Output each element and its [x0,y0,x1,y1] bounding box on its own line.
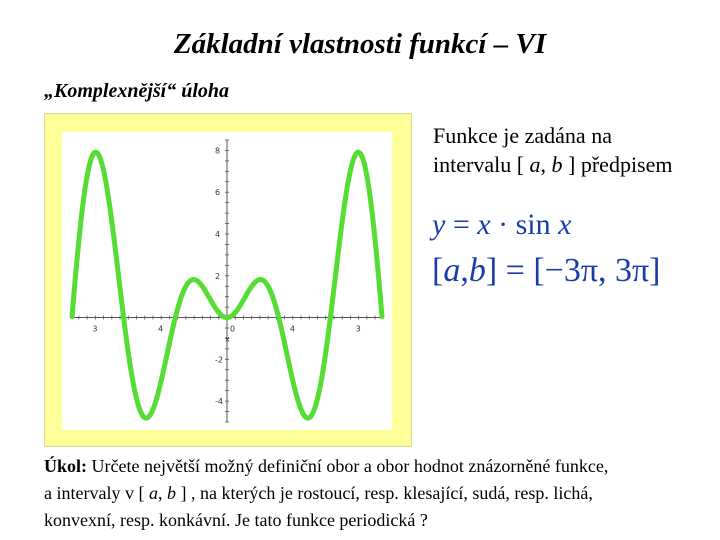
page-title: Základní vlastnosti funkcí – VI [173,28,547,60]
x-tick-label: 4 [158,324,164,334]
x-axis-label: x [225,334,230,344]
y-tick-label: 8 [215,146,221,156]
task-line-2: a intervaly v [ a, b ] , na kterých je rostoucí, resp. klesající, sudá, resp. lichá, [44,483,593,503]
description-line-2: intervalu [ a, b ] předpisem [433,152,673,177]
description-line-1: Funkce je zadána na [433,123,612,148]
y-tick-label: 2 [215,271,221,281]
task-line-3: konvexní, resp. konkávní. Je tato funkce periodická ? [44,510,428,530]
x-tick-label: 3 [92,324,98,334]
y-tick-label: -2 [215,355,223,365]
task-line-1: Úkol: Určete největší možný definiční obor a obor hodnot znázorněné funkce, [44,456,609,476]
interval-definition: [a,b] = [−3π, 3π] [432,252,661,289]
y-tick-label: 6 [215,188,221,198]
function-formula: y = x · sin x [432,208,572,241]
function-plot [62,132,392,430]
x-tick-label: 3 [355,324,361,334]
y-tick-label: -4 [215,397,223,407]
task-text [44,453,704,534]
description [433,121,673,179]
x-tick-label: 4 [289,324,295,334]
y-tick-label: 4 [215,230,221,239]
subtitle: „Komplexnější“ úloha [44,80,230,102]
x-tick-label: 0 [230,324,236,334]
chart-svg [62,132,392,430]
